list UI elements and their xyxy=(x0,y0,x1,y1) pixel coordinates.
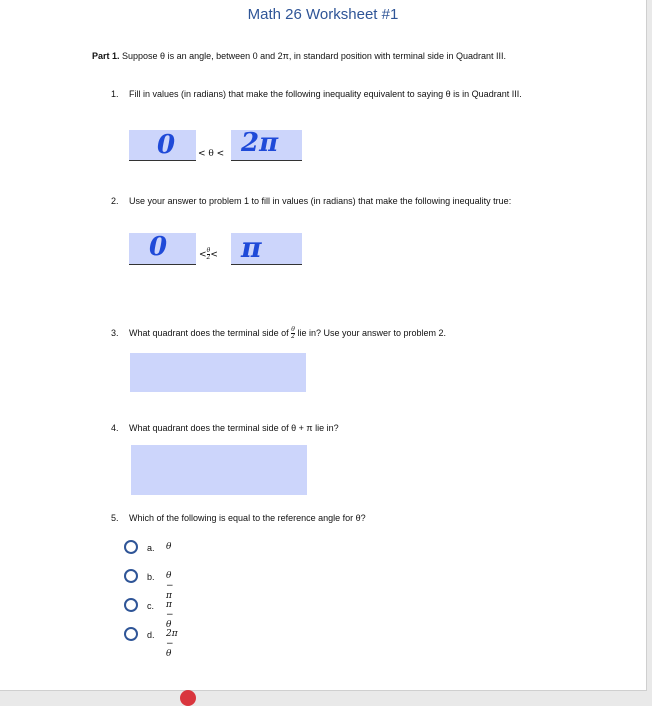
frac-numerator: θ xyxy=(206,247,211,254)
question-text: Fill in values (in radians) that make the following inequality equivalent to saying θ is in Quadrant III. xyxy=(129,89,522,99)
question-text: What quadrant does the terminal side of θ + π lie in? xyxy=(129,423,339,433)
q1-lower-bound-value: 0 xyxy=(157,130,176,160)
option-letter: d. xyxy=(147,630,155,640)
q2-inequality: < $\frac{\theta}{2}$ < xyxy=(199,247,218,261)
q1-inequality: < θ < xyxy=(198,149,225,159)
question-text: What quadrant does the terminal side of $\frac{\theta}{2}$ lie in? Use your answer to problem 2. xyxy=(129,326,447,341)
question-number: 3. xyxy=(111,328,119,338)
q1-upper-bound-field[interactable] xyxy=(231,130,302,161)
part-text: Suppose θ is an angle, between 0 and 2π, in standard position with terminal side in Quadrant III. xyxy=(122,51,506,61)
q3-answer-field[interactable] xyxy=(130,353,306,392)
option-letter: c. xyxy=(147,601,155,611)
frac-denominator: 2 xyxy=(206,254,211,261)
part-label: Part 1. xyxy=(92,51,120,61)
question-number: 5. xyxy=(111,513,119,523)
radio-button[interactable] xyxy=(124,569,138,583)
theta-over-2-fraction: $\frac{\theta}{2}$ xyxy=(291,326,295,341)
radio-button[interactable] xyxy=(124,627,138,641)
q2-upper-bound-value: π xyxy=(241,231,262,264)
option-letter: a. xyxy=(147,543,155,553)
option-letter: b. xyxy=(147,572,155,582)
q1-upper-bound-value: 2π xyxy=(241,128,279,158)
option-expression: θ xyxy=(166,542,172,552)
option-expression: π − θ xyxy=(166,600,174,630)
page-title: Math 26 Worksheet #1 xyxy=(247,6,399,23)
q2-lower-bound-field[interactable] xyxy=(129,233,196,265)
q4-answer-field[interactable] xyxy=(131,445,307,495)
question-number: 2. xyxy=(111,196,119,206)
radio-button[interactable] xyxy=(124,598,138,612)
option-expression: 2π − θ xyxy=(166,629,178,659)
q2-upper-bound-field[interactable] xyxy=(231,233,302,265)
q2-lower-bound-value: 0 xyxy=(149,232,168,262)
option-expression: θ − π xyxy=(166,571,174,601)
question-text: Use your answer to problem 1 to fill in values (in radians) that make the following inequality true: xyxy=(129,196,512,206)
question-number: 4. xyxy=(111,423,119,433)
q1-lower-bound-field[interactable] xyxy=(129,130,196,161)
question-text: Which of the following is equal to the reference angle for θ? xyxy=(129,513,366,523)
part-intro xyxy=(92,51,506,61)
radio-button[interactable] xyxy=(124,540,138,554)
notification-dot xyxy=(180,690,196,706)
question-number: 1. xyxy=(111,89,119,99)
